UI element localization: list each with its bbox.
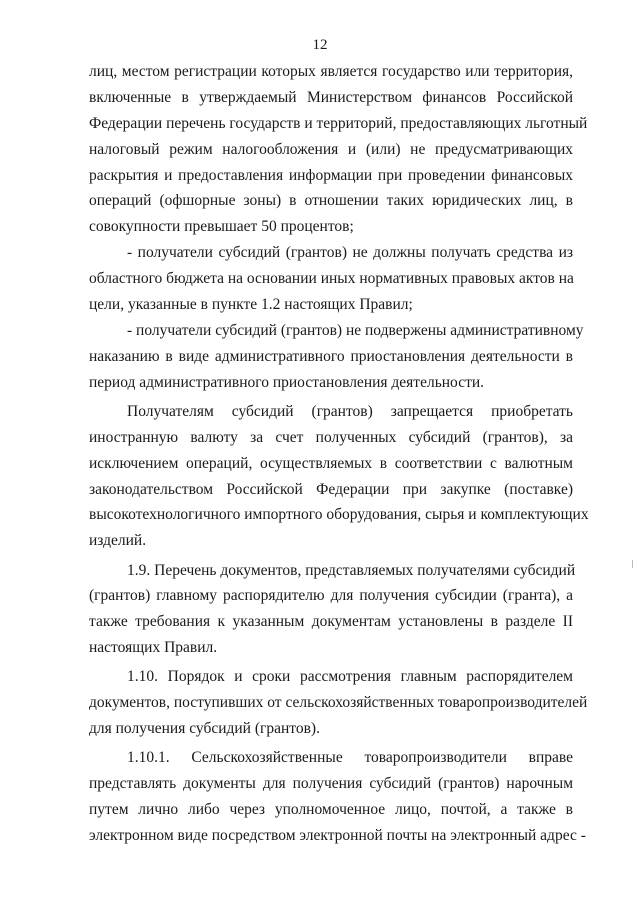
page-number: 12 [312, 37, 328, 53]
text-line: (грантов) главному распорядителю для получения субсидии (гранта), а [89, 587, 573, 605]
text-line: совокупности превышает 50 процентов; [89, 218, 354, 236]
text-line: период административного приостановления деятельности. [89, 373, 485, 391]
text-line: изделий. [89, 532, 147, 550]
text-line: 1.10.1. Сельскохозяйственные товаропроизводители вправе [127, 749, 573, 767]
text-line: для получения субсидий (грантов). [89, 720, 320, 738]
text-line: - получатели субсидий (грантов) не должны получать средства из [127, 244, 573, 262]
text-line: настоящих Правил. [89, 639, 218, 657]
text-line: цели, указанные в пункте 1.2 настоящих Правил; [89, 296, 413, 314]
text-line: представлять документы для получения субсидий (грантов) нарочным [89, 775, 573, 793]
text-line: высокотехнологичного импортного оборудования, сырья и комплектующих [89, 506, 589, 524]
text-line: Федерации перечень государств и территорий, предоставляющих льготный [89, 114, 588, 132]
text-line: раскрытия и предоставления информации при проведении финансовых [89, 166, 573, 184]
document-body [89, 59, 589, 849]
text-line: 1.10. Порядок и сроки рассмотрения главным распорядителем [127, 668, 573, 686]
text-line: налоговый режим налогообложения и (или) не предусматривающих [89, 140, 573, 158]
text-line: Получателям субсидий (грантов) запрещается приобретать [127, 402, 573, 420]
text-line: лиц, местом регистрации которых является государство или территория, [89, 63, 573, 80]
text-line: 1.9. Перечень документов, представляемых получателями субсидий [127, 561, 576, 579]
text-line: законодательством Российской Федерации при закупке (поставке) [89, 480, 573, 498]
text-line: включенные в утверждаемый Министерством финансов Российской [89, 88, 573, 106]
text-line: - получатели субсидий (грантов) не подвержены административному [127, 321, 584, 339]
text-line: исключением операций, осуществляемых в соответствии с валютным [89, 454, 573, 472]
text-line: операций (офшорные зоны) в отношении таких юридических лиц, в [89, 192, 573, 210]
text-line: областного бюджета на основании иных нормативных правовых актов на [89, 270, 574, 288]
text-line: документов, поступивших от сельскохозяйственных товаропроизводителей [89, 694, 588, 712]
text-line: наказанию в виде административного приостановления деятельности в [89, 347, 573, 365]
scan-edge-mark [632, 560, 633, 568]
text-line: иностранную валюту за счет полученных субсидий (грантов), за [89, 428, 573, 446]
text-line: путем лично либо через уполномоченное лицо, почтой, а также в [89, 801, 573, 819]
text-line: также требования к указанным документам установлены в разделе II [89, 613, 573, 631]
text-line: электронном виде посредством электронной почты на электронный адрес - [89, 827, 586, 845]
